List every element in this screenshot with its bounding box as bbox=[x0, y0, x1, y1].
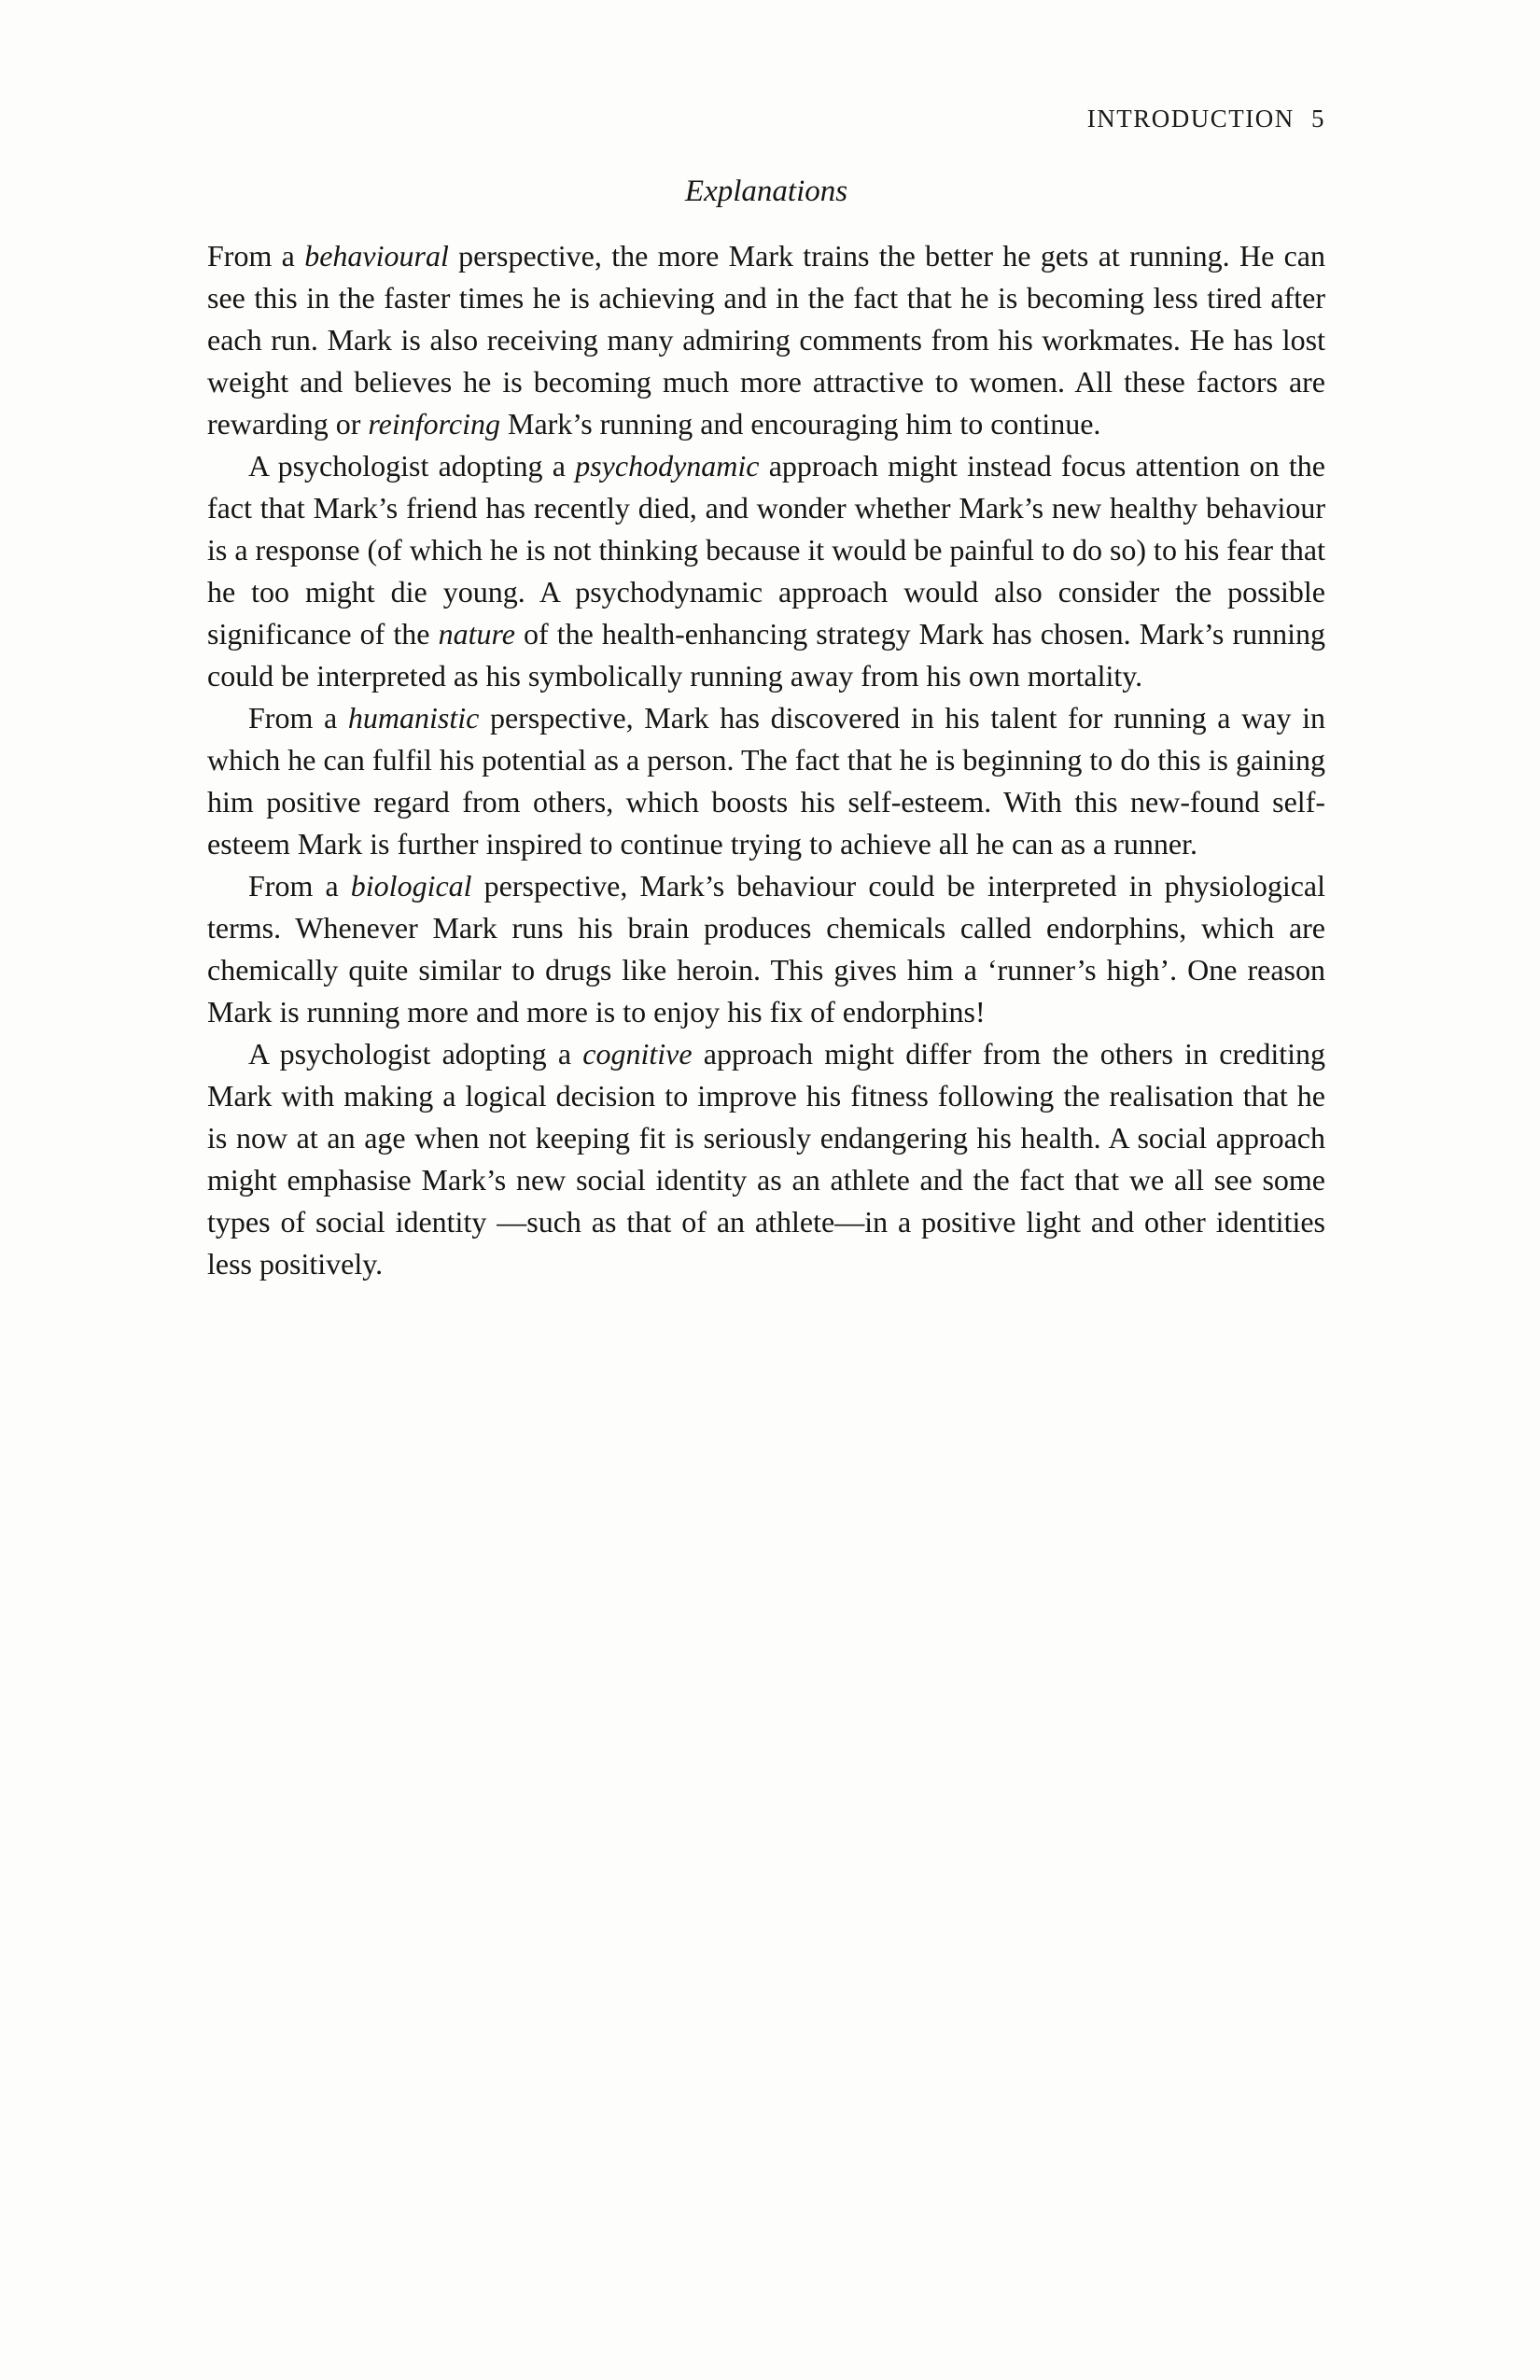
paragraph-segment: From a bbox=[248, 869, 351, 903]
paragraph-segment-italic: nature bbox=[438, 617, 515, 651]
paragraph-segment: approach might instead focus attention on the fact that Mark’s friend has recently died, and wonder whether Mark’s new healthy behaviour is a response (of which he is not thinking because it would be painful to do so) to his fear that he too might die young. A psychodynamic approach would also consider the possible significance of the bbox=[207, 449, 1326, 651]
paragraph-segment-italic: humanistic bbox=[347, 701, 480, 735]
paragraph bbox=[207, 445, 1325, 697]
paragraph-segment: perspective, Mark has discovered in his talent for running a way in which he can fulfil his potential as a person. The fact that he is beginning to do this is gaining him positive regard from others, which boosts his self-esteem. With this new-found self-esteem Mark is further inspired to continue trying to achieve all he can as a runner. bbox=[207, 701, 1326, 861]
paragraph bbox=[207, 235, 1325, 445]
paragraph-segment: approach might differ from the others in crediting Mark with making a logical decision to improve his fitness following the realisation that he is now at an age when not keeping fit is seriously endangering his health. A social approach might emphasise Mark’s new social identity as an athlete and the fact that we all see some types of social identity —such as that of an athlete—in a positive light and other identities less positively. bbox=[207, 1037, 1325, 1281]
page-body bbox=[207, 235, 1325, 1285]
paragraph-segment: perspective, the more Mark trains the better he gets at running. He can see this in the faster times he is achieving and in the fact that he is becoming less tired after each run. Mark is also receiving many admiring comments from his workmates. He has lost weight and believes he is becoming much more attractive to women. All these factors are rewarding or bbox=[207, 239, 1326, 441]
paragraph-segment: From a bbox=[207, 239, 305, 273]
paragraph-segment: A psychologist adopting a bbox=[248, 1037, 583, 1071]
paragraph bbox=[207, 697, 1325, 865]
paragraph-segment: of the health-enhancing strategy Mark has chosen. Mark’s running could be interpreted as his symbolically running away from his own mortality. bbox=[207, 617, 1325, 693]
paragraph-segment-italic: biological bbox=[350, 869, 472, 903]
paragraph-segment-italic: reinforcing bbox=[368, 407, 500, 441]
paragraph bbox=[207, 1033, 1325, 1285]
running-header: INTRODUCTION 5 bbox=[1086, 105, 1325, 133]
paragraph-segment-italic: behavioural bbox=[304, 239, 449, 273]
paragraph-segment: A psychologist adopting a bbox=[248, 449, 576, 483]
paragraph-segment-italic: psychodynamic bbox=[575, 449, 760, 483]
section-title: Explanations bbox=[684, 175, 848, 208]
paragraph-segment: perspective, Mark’s behaviour could be interpreted in physiological terms. Whenever Mark runs his brain produces chemicals called endorphins, which are chemically quite similar to drugs like heroin. This gives him a ‘runner’s high’. One reason Mark is running more and more is to enjoy his fix of endorphins! bbox=[207, 869, 1325, 1029]
paragraph-segment: Mark’s running and encouraging him to continue. bbox=[499, 407, 1101, 441]
paragraph-segment-italic: cognitive bbox=[582, 1037, 693, 1071]
paragraph bbox=[207, 865, 1325, 1033]
paragraph-segment: From a bbox=[248, 701, 348, 735]
